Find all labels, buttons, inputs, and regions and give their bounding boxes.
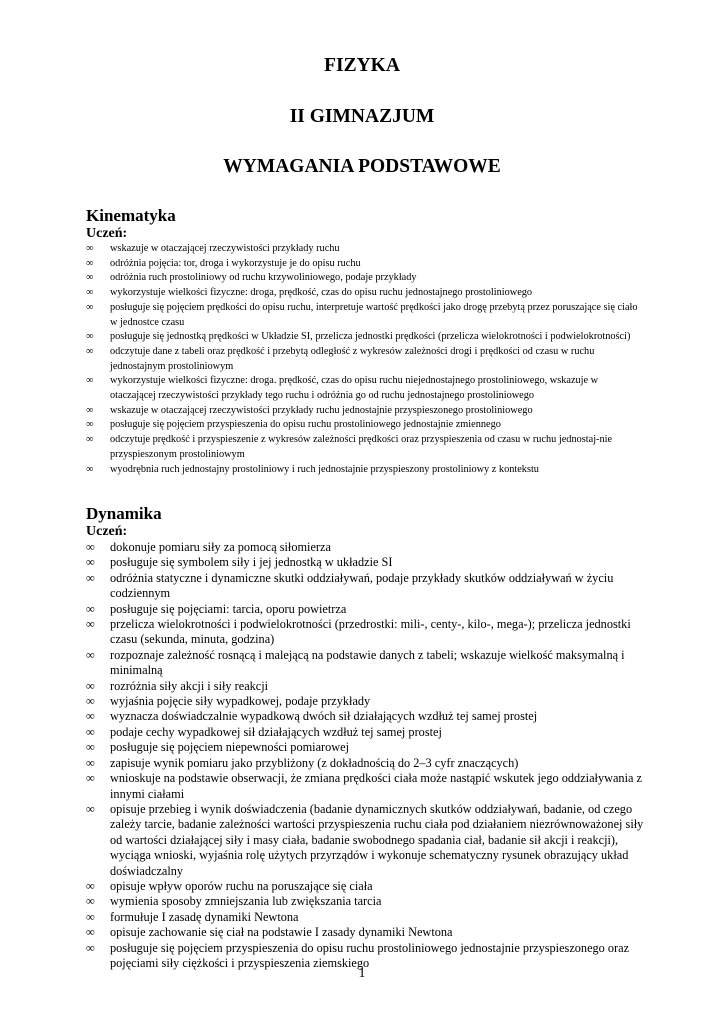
infinity-bullet-icon: ∞ <box>86 925 95 940</box>
list-item <box>86 345 646 374</box>
list-item <box>86 555 646 570</box>
list-item <box>86 286 646 301</box>
list-item <box>86 925 646 940</box>
infinity-bullet-icon: ∞ <box>86 647 95 662</box>
requirement-list <box>86 242 646 477</box>
list-item <box>86 433 646 462</box>
list-item-text: opisuje przebieg i wynik doświadczenia (badanie dynamicznych skutków oddziaływań, badanie, od czego zależy tarcie, badanie zależności wartości przyspieszenia ruchu ciała pod działaniem niezrównoważonej siły od wartości działającej siły i masy ciała, badanie swobodnego spadania ciał, badanie sił akcji i reakcji), wyciąga wnioski, wyjaśnia rolę użytych przyrządów i wykonuje schematyczny rysunek obrazujący układ doświadczalny <box>110 801 644 878</box>
section-subtitle: Uczeń: <box>86 226 128 241</box>
list-item <box>86 571 646 602</box>
infinity-bullet-icon: ∞ <box>86 617 95 632</box>
list-item-text: zapisuje wynik pomiaru jako przybliżony (z dokładnością do 2–3 cyfr znaczących) <box>110 755 519 770</box>
infinity-bullet-icon: ∞ <box>86 243 94 254</box>
list-item <box>86 617 646 648</box>
section-kinematyka <box>86 207 646 477</box>
infinity-bullet-icon: ∞ <box>86 601 95 616</box>
infinity-bullet-icon: ∞ <box>86 801 95 816</box>
page-title: FIZYKA <box>324 55 400 76</box>
infinity-bullet-icon: ∞ <box>86 375 94 387</box>
infinity-bullet-icon: ∞ <box>86 272 94 284</box>
list-item <box>86 771 646 802</box>
infinity-bullet-icon: ∞ <box>86 755 95 770</box>
page-subtitle-requirements: WYMAGANIA PODSTAWOWE <box>223 156 501 177</box>
infinity-bullet-icon: ∞ <box>86 878 95 893</box>
list-item-text: posługuje się pojęciem przyspieszenia do opisu ruchu prostoliniowego jednostajnie zmiennego <box>110 419 501 431</box>
list-item <box>86 648 646 679</box>
list-item <box>86 374 646 403</box>
list-item <box>86 894 646 909</box>
list-item-text: formułuje I zasadę dynamiki Newtona <box>110 909 299 924</box>
list-item-text: wnioskuje na podstawie obserwacji, że zmiana prędkości ciała może nastąpić wskutek jego oddziaływania z innymi ciałami <box>110 771 642 801</box>
infinity-bullet-icon: ∞ <box>86 434 94 446</box>
infinity-bullet-icon: ∞ <box>86 709 95 724</box>
list-item <box>86 694 646 709</box>
list-item <box>86 404 646 419</box>
list-item-text: rozpoznaje zależność rosnącą i malejącą na podstawie danych z tabeli; wskazuje wielkość maksymalną i minimalną <box>110 647 625 678</box>
infinity-bullet-icon: ∞ <box>86 419 94 431</box>
infinity-bullet-icon: ∞ <box>86 771 95 786</box>
list-item <box>86 418 646 433</box>
infinity-bullet-icon: ∞ <box>86 940 95 955</box>
list-item-text: posługuje się pojęciem prędkości do opisu ruchu, interpretuje wartość prędkości jako drogę przebytą przez poruszające się ciało w jednostce czasu <box>110 301 638 328</box>
list-item <box>86 271 646 286</box>
list-item-text: odczytuje prędkość i przyspieszenie z wykresów zależności prędkości oraz przyspieszenia od czasu w ruchu jednostaj-nie przyspieszonym prostoliniowym <box>110 434 613 460</box>
infinity-bullet-icon: ∞ <box>86 287 94 299</box>
title-block <box>0 56 724 177</box>
infinity-bullet-icon: ∞ <box>86 724 95 739</box>
list-item <box>86 463 646 478</box>
list-item <box>86 802 646 879</box>
list-item <box>86 330 646 345</box>
list-item-text: wyjaśnia pojęcie siły wypadkowej, podaje przykłady <box>110 694 371 709</box>
list-item-text: wyodrębnia ruch jednostajny prostoliniowy i ruch jednostajnie przyspieszony prostoliniowy z kontekstu <box>110 463 539 475</box>
list-item <box>86 242 646 257</box>
list-item <box>86 301 646 330</box>
list-item-text: odróżnia statyczne i dynamiczne skutki oddziaływań, podaje przykłady skutków oddziaływań w życiu codziennym <box>110 570 614 601</box>
list-item-text: przelicza wielokrotności i podwielokrotności (przedrostki: mili-, centy-, kilo-, mega-); przelicza jednostki czasu (sekunda, minuta, godzina) <box>110 617 631 647</box>
list-item-text: posługuje się pojęciem niepewności pomiarowej <box>110 740 350 755</box>
list-item-text: odróżnia ruch prostoliniowy od ruchu krzywoliniowego, podaje przykłady <box>110 272 417 284</box>
infinity-bullet-icon: ∞ <box>86 694 95 709</box>
list-item-text: wskazuje w otaczającej rzeczywistości przykłady ruchu jednostajnie przyspieszonego prostoliniowego <box>110 404 533 416</box>
infinity-bullet-icon: ∞ <box>86 404 94 416</box>
list-item-text: wymienia sposoby zmniejszania lub zwiększania tarcia <box>110 894 382 909</box>
list-item <box>86 257 646 272</box>
requirement-list <box>86 540 646 971</box>
list-item <box>86 709 646 724</box>
list-item-text: odczytuje dane z tabeli oraz prędkość i przebytą odległość z wykresów zależności drogi i prędkości od czasu w ruchu jednostajnym prostoliniowym <box>110 345 595 372</box>
list-item-text: posługuje się symbolem siły i jej jednostką w układzie SI <box>110 555 393 570</box>
list-item-text: podaje cechy wypadkowej sił działających wzdłuż tej samej prostej <box>110 724 442 739</box>
page-subtitle-grade: II GIMNAZJUM <box>289 106 435 127</box>
list-item-text: odróżnia pojęcia: tor, droga i wykorzystuje je do opisu ruchu <box>110 257 361 269</box>
infinity-bullet-icon: ∞ <box>86 331 94 343</box>
list-item-text: rozróżnia siły akcji i siły reakcji <box>110 678 269 693</box>
section-title: Dynamika <box>86 504 162 523</box>
section-title: Kinematyka <box>86 206 176 225</box>
list-item <box>86 602 646 617</box>
list-item <box>86 756 646 771</box>
infinity-bullet-icon: ∞ <box>86 678 95 693</box>
list-item <box>86 540 646 555</box>
section-subtitle: Uczeń: <box>86 524 128 539</box>
list-item-text: wyznacza doświadczalnie wypadkową dwóch sił działających wzdłuż tej samej prostej <box>110 709 538 724</box>
infinity-bullet-icon: ∞ <box>86 570 95 585</box>
list-item-text: wskazuje w otaczającej rzeczywistości przykłady ruchu <box>110 243 340 254</box>
list-item-text: posługuje się pojęciami: tarcia, oporu powietrza <box>110 601 347 616</box>
infinity-bullet-icon: ∞ <box>86 555 95 570</box>
section-dynamika <box>86 505 646 971</box>
list-item-text: wykorzystuje wielkości fizyczne: droga. prędkość, czas do opisu ruchu niejednostajnego prostoliniowego, wskazuje w otaczającej rzeczywistości przykłady tego ruchu i odróżnia go od ruchu jednostajnego prostoliniowego <box>110 375 599 402</box>
infinity-bullet-icon: ∞ <box>86 463 94 475</box>
list-item-text: opisuje wpływ oporów ruchu na poruszające się ciała <box>110 878 373 893</box>
infinity-bullet-icon: ∞ <box>86 740 95 755</box>
list-item-text: dokonuje pomiaru siły za pomocą siłomierza <box>110 540 331 554</box>
infinity-bullet-icon: ∞ <box>86 909 95 924</box>
list-item <box>86 679 646 694</box>
page-number: 1 <box>358 966 366 981</box>
infinity-bullet-icon: ∞ <box>86 257 94 269</box>
list-item <box>86 879 646 894</box>
infinity-bullet-icon: ∞ <box>86 894 95 909</box>
infinity-bullet-icon: ∞ <box>86 345 94 357</box>
infinity-bullet-icon: ∞ <box>86 540 95 554</box>
list-item-text: wykorzystuje wielkości fizyczne: droga, prędkość, czas do opisu ruchu jednostajnego prostoliniowego <box>110 287 533 299</box>
list-item-text: opisuje zachowanie się ciał na podstawie I zasady dynamiki Newtona <box>110 925 453 940</box>
list-item-text: posługuje się jednostką prędkości w Układzie SI, przelicza jednostki prędkości (przelicza wielokrotności i podwielokrotności) <box>110 331 631 343</box>
list-item <box>86 910 646 925</box>
list-item <box>86 740 646 755</box>
list-item <box>86 725 646 740</box>
infinity-bullet-icon: ∞ <box>86 301 94 313</box>
list-item-text: posługuje się pojęciem przyspieszenia do opisu ruchu prostoliniowego jednostajnie przyspieszonego oraz pojęciami siły ciężkości i przyspieszenia ziemskiego <box>110 940 630 970</box>
